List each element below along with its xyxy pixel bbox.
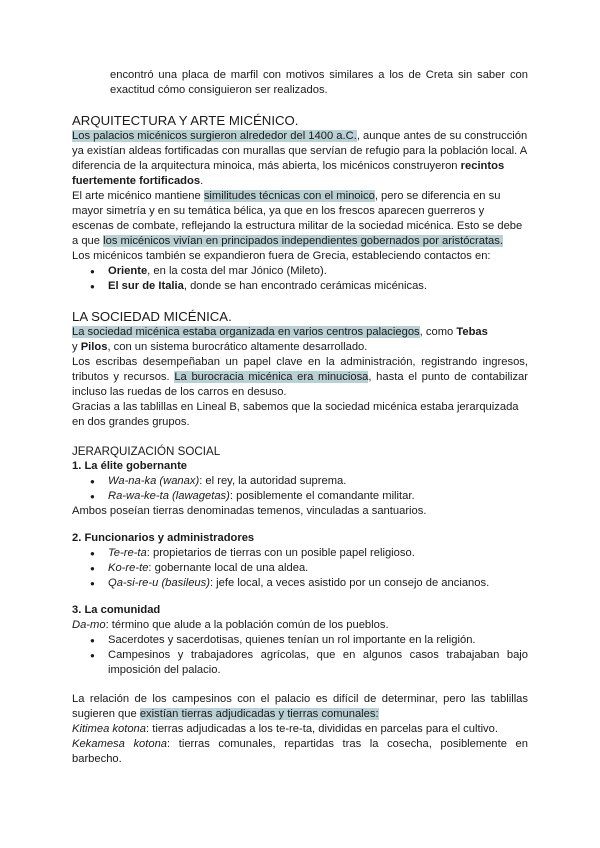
paragraph-tablillas: Gracias a las tablillas en Lineal B, sabemos que la sociedad micénica estaba jerarquizada en dos grandes grupos.: [72, 401, 519, 428]
intro-paragraph: encontró una placa de marfil con motivos similares a los de Creta sin saber con exactitud cómo consiguieron ser realizados.: [110, 69, 528, 96]
section-heading: LA SOCIEDAD MICÉNICA.: [72, 309, 232, 324]
highlight: La sociedad micénica estaba organizada en varios centros palaciegos: [72, 326, 420, 338]
paragraph-arte: El arte micénico mantiene similitudes técnicas con el minoico, pero se diferencia en su mayor simetría y en su temática bélica, ya que en los frescos aparecen guerreros y escenas de combate, reflejando la estructura militar de la sociedad micénica. Esto se debe a que los micénicos vivían en principados independientes gobernados por aristócratas.: [72, 190, 523, 247]
highlight: Los palacios micénicos surgieron alrededor del 1400 a.C.: [72, 130, 357, 142]
section-arquitectura: [72, 112, 528, 294]
highlight: La burocracia micénica era minuciosa: [174, 371, 369, 383]
bullet-list: [72, 264, 528, 294]
paragraph-expansion: Los micénicos también se expandieron fuera de Grecia, estableciendo contactos en:: [72, 250, 491, 262]
bullet-list: [72, 546, 528, 591]
section-sociedad: [72, 308, 528, 430]
list-item: ● Ra-wa-ke-ta (lawagetas): posiblemente el comandante militar.: [72, 489, 528, 504]
paragraph-palacios: Los palacios micénicos surgieron alrededor del 1400 a.C., aunque antes de su construcción ya existían aldeas fortificadas con murallas que servían de refugio para la población local. A diferencia de la arquitectura minoica, más abierta, los micénicos construyeron recintos fuertemente fortificados.: [72, 130, 528, 187]
bullet-list: [72, 633, 528, 678]
section-heading: JERARQUIZACIÓN SOCIAL: [72, 445, 221, 458]
list-item: ● El sur de Italia, donde se han encontrado cerámicas micénicas.: [72, 279, 528, 294]
list-item: ● Wa-na-ka (wanax): el rey, la autoridad suprema.: [72, 474, 528, 489]
highlight: similitudes técnicas con el minoico: [203, 190, 375, 202]
paragraph-tierras: La relación de los campesinos con el palacio es difícil de determinar, pero las tablillas sugieren que existían tierras adjudicadas y tierras comunales:: [72, 693, 528, 720]
list-item: ● Ko-re-te: gobernante local de una aldea.: [72, 561, 528, 576]
paragraph-damo: Da-mo: término que alude a la población común de los pueblos.: [72, 619, 389, 631]
list-item: ● Sacerdotes y sacerdotisas, quienes tenían un rol importante en la religión.: [72, 633, 528, 648]
group-title: 2. Funcionarios y administradores: [72, 532, 255, 544]
paragraph-kitimea: Kitimea kotona: tierras adjudicadas a los te-re-ta, divididas en parcelas para el cultivo.: [72, 723, 498, 735]
highlight: existían tierras adjudicadas y tierras comunales:: [139, 708, 379, 720]
list-item: ● Campesinos y trabajadores agrícolas, que en algunos casos trabajaban bajo imposición del palacio.: [72, 648, 528, 678]
section-heading: ARQUITECTURA Y ARTE MICÉNICO.: [72, 113, 299, 128]
highlight: los micénicos vivían en principados independientes gobernados por aristócratas.: [103, 235, 503, 247]
paragraph-escribas: Los escribas desempeñaban un papel clave en la administración, registrando ingresos, tributos y recursos. La burocracia micénica era minuciosa, hasta el punto de contabilizar incluso las ruedas de los carros en desuso.: [72, 356, 528, 398]
section-tierras: [72, 692, 528, 767]
bullet-list: [72, 474, 528, 504]
section-jerarquizacion: [72, 444, 528, 678]
paragraph-temenos: Ambos poseían tierras denominadas temenos, vinculadas a santuarios.: [72, 505, 427, 517]
paragraph-centros: La sociedad micénica estaba organizada en varios centros palaciegos, como Tebas y Pilos, con un sistema burocrático altamente desarrollado.: [72, 326, 488, 353]
list-item: ● Te-re-ta: propietarios de tierras con un posible papel religioso.: [72, 546, 528, 561]
bold-text: recintos fuertemente fortificados: [72, 160, 505, 187]
group-title: 3. La comunidad: [72, 604, 161, 616]
paragraph-kekamesa: Kekamesa kotona: tierras comunales, repartidas tras la cosecha, posiblemente en barbecho.: [72, 738, 529, 765]
list-item: ● Oriente, en la costa del mar Jónico (Mileto).: [72, 264, 528, 279]
list-item: ● Qa-si-re-u (basileus): jefe local, a veces asistido por un consejo de ancianos.: [72, 576, 528, 591]
group-title: 1. La élite gobernante: [72, 460, 188, 472]
